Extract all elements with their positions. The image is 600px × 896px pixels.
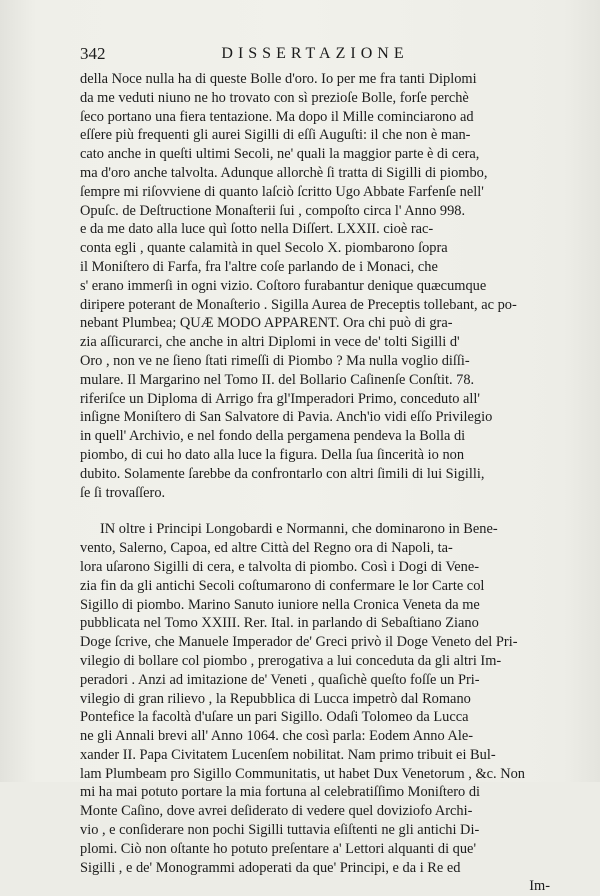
text-line: lora uſarono Sigilli di cera, e talvolta di piombo. Così i Dogi di Vene- — [80, 558, 480, 575]
text-line: Sigilli , e de' Monogrammi adoperati da que' Principi, e da i Re ed — [80, 859, 461, 876]
text-line: ma d'oro anche talvolta. Adunque allorchè ſi tratta di Sigilli di piombo, — [80, 164, 488, 181]
text-line: Doge ſcrive, che Manuele Imperador de' Greci privò il Doge Veneto del Pri- — [80, 634, 518, 651]
text-line: dubito. Solamente ſarebbe da confrontarlo con altri ſimili di lui Sigilli, — [80, 465, 485, 482]
text-line: xander II. Papa Civitatem Lucenſem nobilitat. Nam primo tribuit ei Bul- — [80, 746, 496, 763]
text-line: inſigne Moniſtero di San Salvatore di Pavia. Anch'io vidi eſſo Privilegio — [80, 409, 493, 426]
text-line: piombo, di cui ho dato alla luce la figura. Della ſua ſincerità io non — [80, 446, 465, 463]
text-line: in quell' Archivio, e nel fondo della pergamena pendeva la Bolla di — [80, 428, 466, 445]
text-line: lam Plumbeam pro Sigillo Communitatis, ut habet Dux Venetorum , &c. Non — [80, 765, 526, 782]
text-line: vio , e conſiderare non pochi Sigilli tuttavia eſiſtenti ne gli antichi Di- — [80, 822, 480, 839]
text-line: della Noce nulla ha di queste Bolle d'oro. Io per me fra tanti Diplomi — [80, 71, 477, 87]
text-line: IN oltre i Principi Longobardi e Normanni, che dominarono in Bene- — [100, 521, 498, 538]
text-line: plomi. Ciò non oſtante ho potuto preſentare a' Lettori alquanti di que' — [80, 840, 477, 857]
text-line: nebant Plumbea; QUÆ MODO APPARENT. Ora chi può di gra- — [80, 315, 453, 332]
text-line: riferiſce un Diploma di Arrigo fra gl'Imperadori Primo, conceduto all' — [80, 390, 481, 407]
page-number: 342 — [80, 44, 106, 63]
paragraph-gap — [80, 502, 550, 520]
text-line: peradori . Anzi ad imitazione de' Veneti , quaſichè queſto foſſe un Pri- — [80, 671, 480, 688]
text-line: conta egli , quante calamità in quel Secolo X. piombarono ſopra — [80, 240, 448, 257]
text-line: vento, Salerno, Capoa, ed altre Città del Regno ora di Napoli, ta- — [80, 540, 453, 557]
paragraph-2 — [80, 520, 550, 877]
text-body — [80, 70, 550, 896]
text-line: diripere poterant de Monaſterio . Sigilla Aurea de Preceptis tollebant, ac po- — [80, 296, 517, 313]
text-line: e da me dato alla luce quì ſotto nella Diſſert. LXXII. cioè rac- — [80, 221, 434, 238]
text-line: Monte Caſino, dove avrei deſiderato di vedere quel doviziofo Archi- — [80, 803, 473, 820]
text-line: pubblicata nel Tomo XXIII. Rer. Ital. in parlando di Sebaſtiano Ziano — [80, 615, 479, 632]
text-line: ſeco portano una fiera tentazione. Ma dopo il Mille cominciarono ad — [80, 108, 474, 125]
text-line: zia aſſicurarci, che anche in altri Diplomi in vece de' tolti Sigilli d' — [80, 334, 460, 351]
text-line: Pontefice la facoltà d'uſare un pari Sigillo. Odaſi Tolomeo da Lucca — [80, 709, 469, 726]
text-line: mulare. Il Margarino nel Tomo II. del Bollario Caſinenſe Conſtit. 78. — [80, 371, 475, 388]
text-line: s' erano immerſi in ogni vizio. Coſtoro furabantur denique quæcumque — [80, 277, 487, 294]
text-line: ne gli Annali brevi all' Anno 1064. che così parla: Eodem Anno Ale- — [80, 728, 474, 745]
text-line: Sigillo di piombo. Marino Sanuto iuniore nella Cronica Veneta da me — [80, 596, 480, 613]
text-line: eſſere più frequenti gli aurei Sigilli di eſſi Auguſti: il che non è man- — [80, 127, 471, 144]
text-line: ſe ſi trovaſſero. — [80, 484, 166, 501]
text-line: Opuſc. de Deſtructione Monaſterii ſui , compoſto circa l' Anno 998. — [80, 202, 466, 219]
text-line: ſempre mi riſovviene di quanto laſciò ſcritto Ugo Abbate Farfenſe nell' — [80, 183, 484, 200]
paragraph-1 — [80, 70, 550, 502]
text-line: mi ha mai potuto portare la mia fortuna al celebratiſſimo Moniſtero di — [80, 784, 481, 801]
text-line: il Moniſtero di Farfa, fra l'altre coſe parlando de i Monaci, che — [80, 258, 438, 275]
catchword: Im- — [529, 878, 550, 895]
text-line: cato anche in queſti ultimi Secoli, ne' quali la maggior parte è di cera, — [80, 146, 480, 163]
text-line: vilegio di gran rilievo , la Repubblica di Lucca impetrò dal Romano — [80, 690, 471, 707]
text-line: Oro , non ve ne ſieno ſtati rimeſſi di Piombo ? Ma nulla voglio diſſi- — [80, 352, 470, 369]
page-header — [80, 44, 550, 70]
text-line: da me veduti niuno ne ho trovato con sì prezioſe Bolle, forſe perchè — [80, 89, 469, 106]
running-title: DISSERTAZIONE — [221, 45, 409, 62]
text-line: zia fin da gli antichi Secoli coſtumarono di confermare le lor Carte col — [80, 577, 485, 594]
text-line: vilegio di bollare col piombo , prerogativa a lui conceduta da gli altri Im- — [80, 652, 502, 669]
